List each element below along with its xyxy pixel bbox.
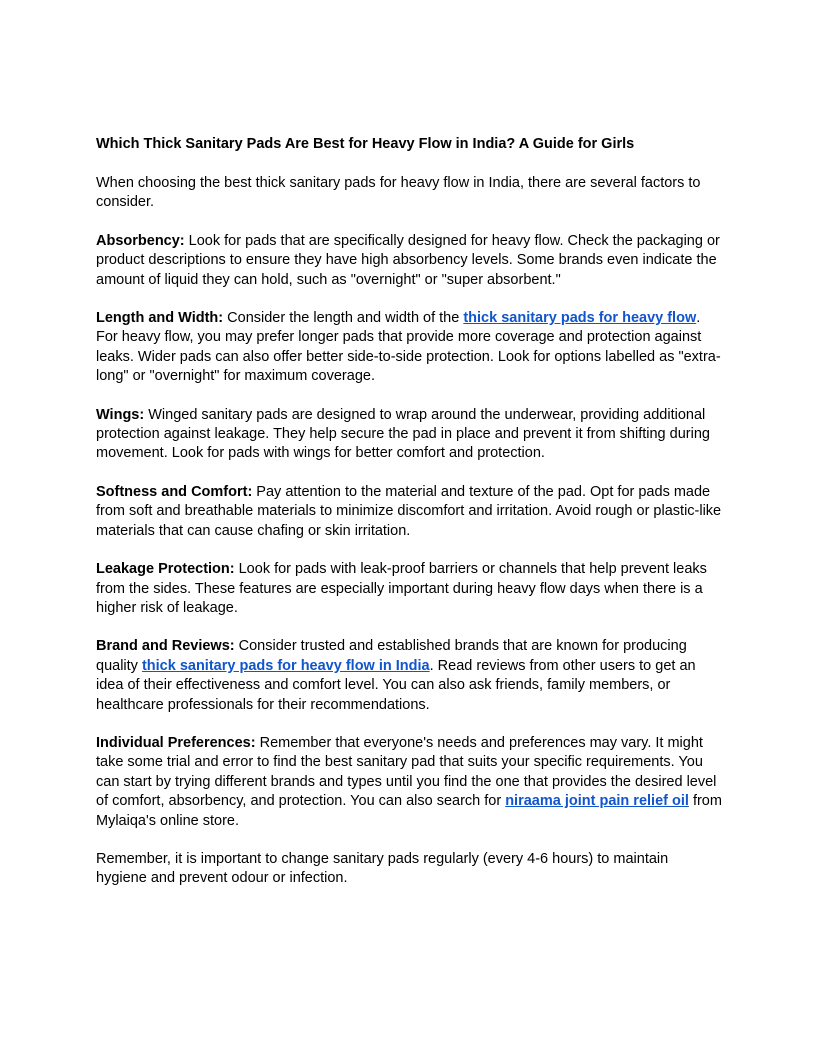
wings-heading: Wings: — [96, 406, 145, 423]
page-title: Which Thick Sanitary Pads Are Best for Heavy Flow in India? A Guide for Girls — [96, 136, 635, 152]
leakage-heading: Leakage Protection: — [96, 561, 235, 578]
brand-heading: Brand and Reviews: — [96, 638, 235, 655]
wings-text: Winged sanitary pads are designed to wrap around the underwear, providing additional protection against leakage. They help secure the pad in place and prevent it from shifting during movement. Look for pads with wings for better comfort and protection. — [96, 406, 710, 462]
preferences-text-after: from Mylaiqa's online store. — [96, 793, 722, 829]
preferences-paragraph — [96, 734, 722, 831]
leakage-text: Look for pads with leak-proof barriers or channels that help prevent leaks from the sides. These features are especially important during heavy flow days when there is a higher risk of leakage. — [96, 561, 707, 616]
document-page — [96, 135, 722, 908]
wings-paragraph — [96, 406, 722, 464]
absorbency-heading: Absorbency: — [96, 232, 185, 249]
absorbency-paragraph — [96, 232, 722, 290]
joint-pain-oil-link[interactable]: niraama joint pain relief oil — [505, 793, 689, 810]
leakage-paragraph — [96, 560, 722, 618]
closing-paragraph: Remember, it is important to change sanitary pads regularly (every 4-6 hours) to maintain hygiene and prevent odour or infection. — [96, 850, 669, 887]
length-width-paragraph — [96, 309, 722, 387]
length-width-heading: Length and Width: — [96, 310, 224, 327]
preferences-heading: Individual Preferences: — [96, 734, 256, 751]
brand-text-after: . Read reviews from other users to get an idea of their effectiveness and comfort level. You can also ask friends, family members, or healthcare professionals for their recommendations. — [96, 657, 696, 713]
brand-paragraph — [96, 637, 722, 715]
absorbency-text: Look for pads that are specifically designed for heavy flow. Check the packaging or product descriptions to ensure they have high absorbency levels. Some brands even indicate the amount of liquid they can hold, such as "overnight" or "super absorbent." — [96, 232, 720, 288]
softness-paragraph — [96, 483, 722, 541]
length-width-text-before: Consider the length and width of the — [223, 310, 464, 327]
thick-pads-link[interactable]: thick sanitary pads for heavy flow — [463, 310, 697, 327]
intro-paragraph: When choosing the best thick sanitary pads for heavy flow in India, there are several factors to consider. — [96, 175, 701, 211]
preferences-text-before: Remember that everyone's needs and preferences may vary. It might take some trial and error to find the best sanitary pad that suits your specific requirements. You can start by trying different brands and types until you find the one that provides the desired level of comfort, absorbency, and protection. You can also search for — [96, 734, 717, 810]
thick-pads-india-link[interactable]: thick sanitary pads for heavy flow in India — [141, 657, 430, 674]
softness-text: Pay attention to the material and texture of the pad. Opt for pads made from soft and breathable materials to minimize discomfort and irritation. Avoid rough or plastic-like materials that can cause chafing or skin irritation. — [96, 483, 722, 539]
brand-text-before: Consider trusted and established brands that are known for producing quality — [96, 638, 687, 674]
softness-heading: Softness and Comfort: — [96, 483, 253, 500]
length-width-text-after: . For heavy flow, you may prefer longer pads that provide more coverage and protection against leaks. Wider pads can also offer better side-to-side protection. Look for options labelled as "extra-long" or "overnight" for maximum coverage. — [96, 310, 721, 385]
